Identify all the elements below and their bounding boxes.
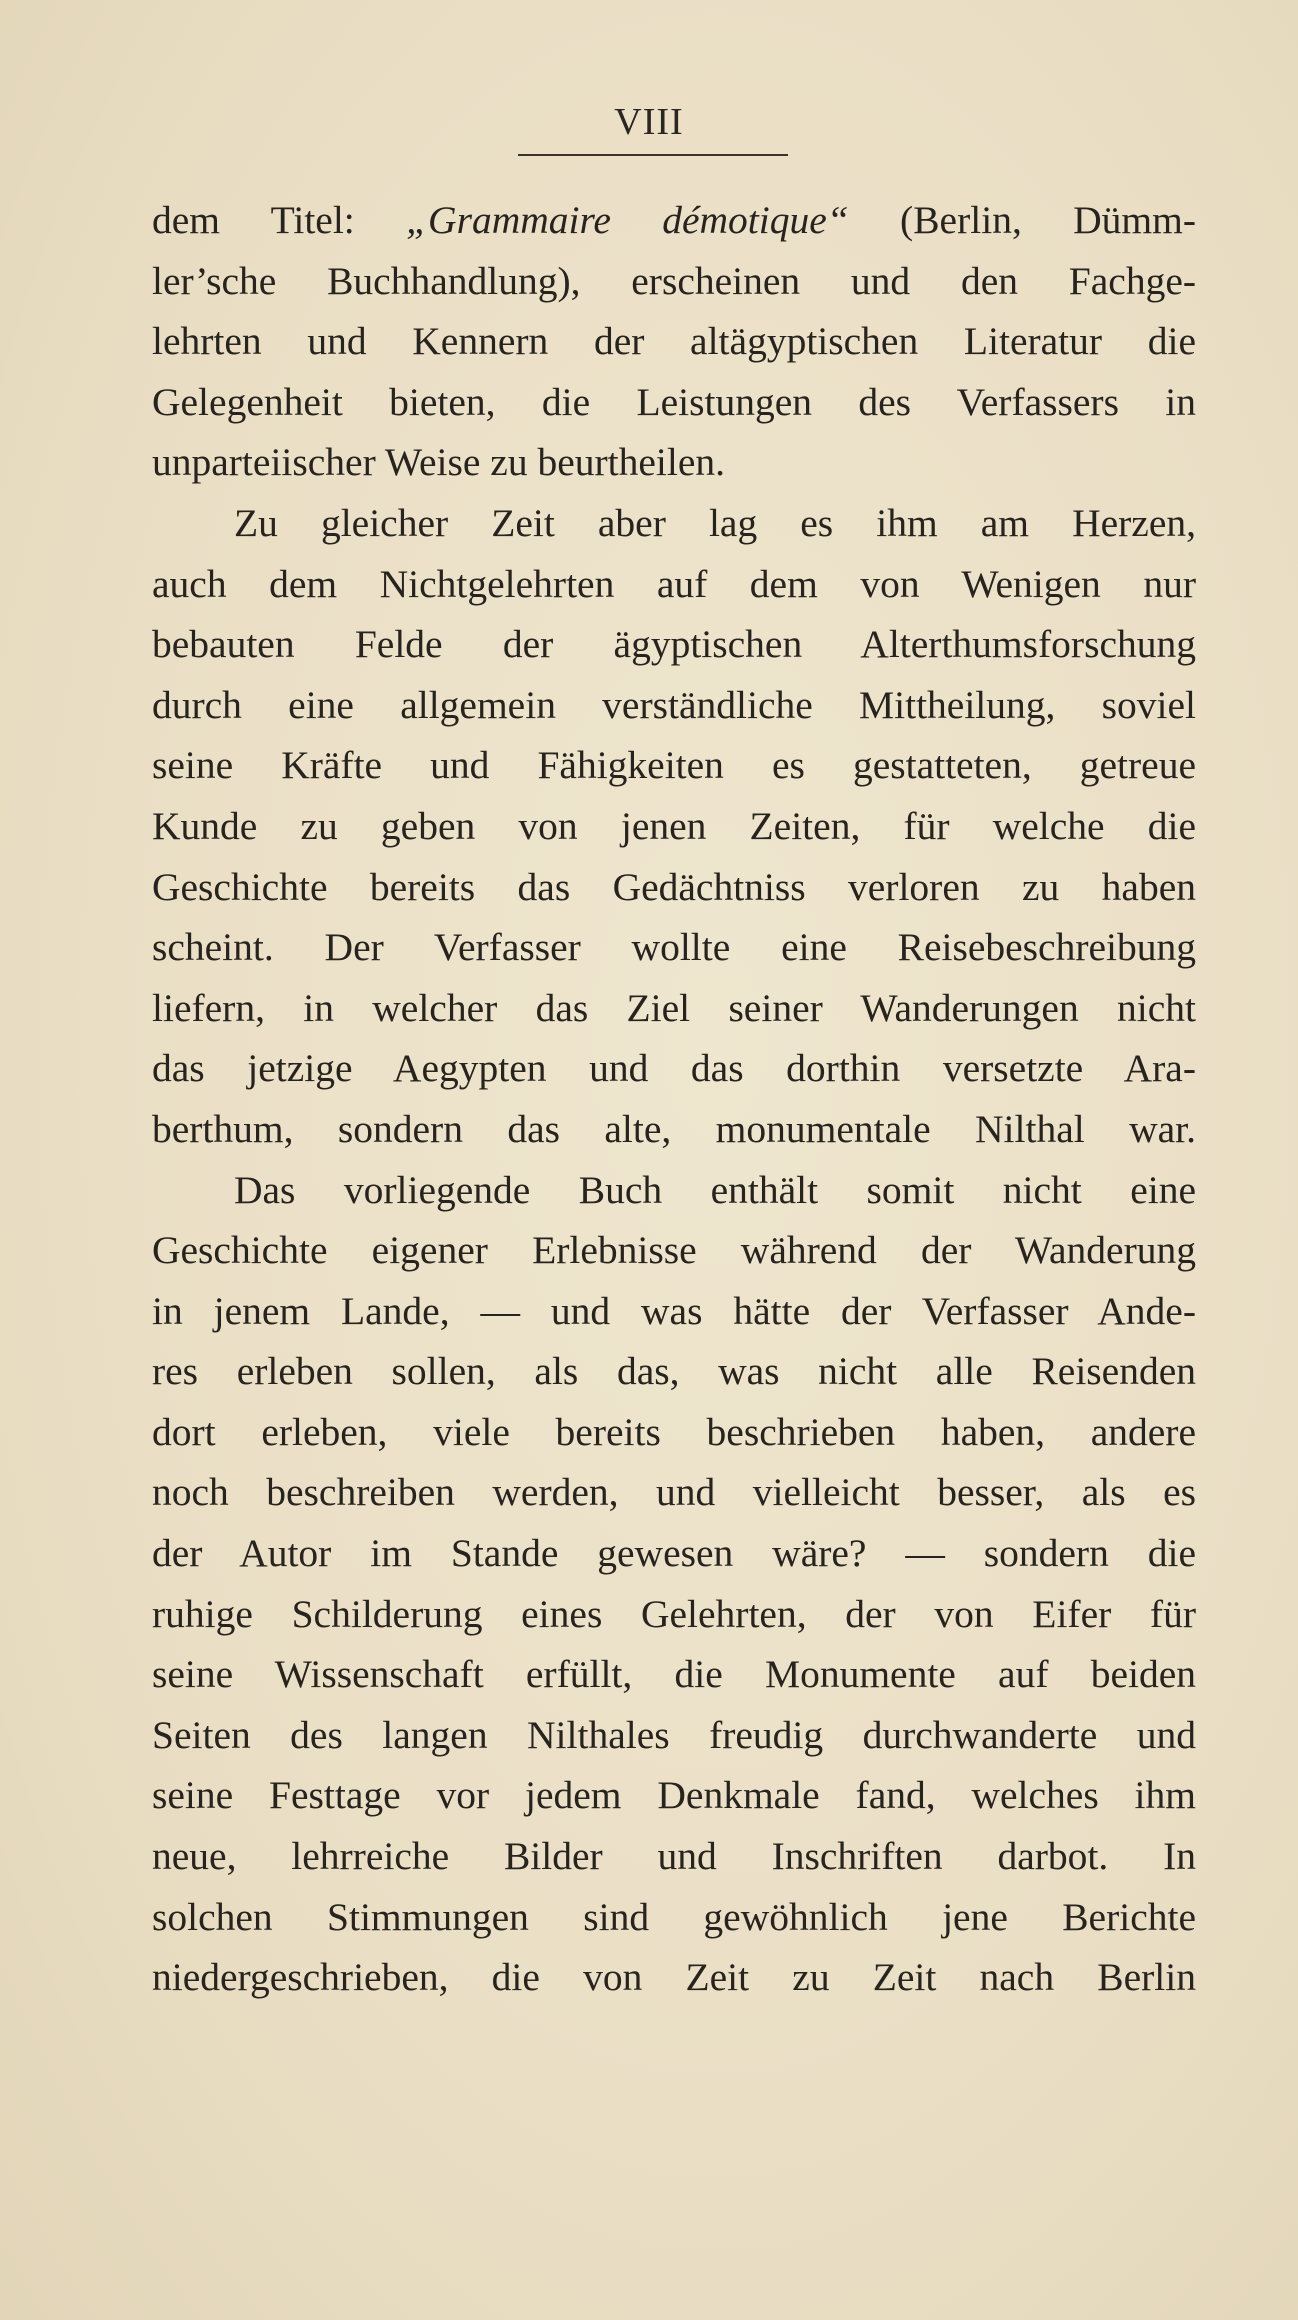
text-line (152, 1947, 1196, 2008)
text-line (152, 251, 1196, 312)
text-line (152, 1826, 1196, 1887)
text-line (152, 614, 1196, 675)
text-run: ler’sche Buchhandlung), erscheinen und den Fachge- (152, 258, 1196, 303)
text-line (152, 978, 1196, 1039)
text-run: Geschichte eigener Erlebnisse während der Wanderung (152, 1228, 1196, 1273)
text-run: scheint. Der Verfasser wollte eine Reisebeschreibung (152, 925, 1196, 970)
text-run: lehrten und Kennern der altägyptischen Literatur die (152, 319, 1196, 364)
text-line (152, 917, 1196, 978)
text-run: res erleben sollen, als das, was nicht alle Reisenden (152, 1349, 1196, 1394)
text-run: solchen Stimmungen sind gewöhnlich jene Berichte (152, 1894, 1196, 1939)
text-run: berthum, sondern das alte, monumentale Nilthal war. (152, 1106, 1196, 1151)
text-line (152, 1705, 1196, 1766)
text-line (152, 311, 1196, 372)
text-run: Geschichte bereits das Gedächtniss verloren zu haben (152, 864, 1196, 909)
text-run: das jetzige Aegypten und das dorthin versetzte Ara- (152, 1046, 1196, 1091)
text-run: niedergeschrieben, die von Zeit zu Zeit nach Berlin (152, 1955, 1196, 2000)
text-line (152, 1220, 1196, 1281)
text-run: liefern, in welcher das Ziel seiner Wanderungen nicht (152, 985, 1196, 1030)
text-line (152, 1523, 1196, 1584)
header-rule (518, 154, 788, 156)
text-line (152, 1160, 1196, 1221)
text-line (152, 1887, 1196, 1948)
text-line (152, 1462, 1196, 1523)
text-line (152, 432, 1196, 493)
text-run: bebauten Felde der ägyptischen Alterthumsforschung (152, 622, 1196, 667)
text-line (152, 493, 1196, 554)
italic-title: „Grammaire démotique“ (406, 198, 849, 242)
text-line (152, 1584, 1196, 1645)
text-line (152, 372, 1196, 433)
text-run: Zu gleicher Zeit aber lag es ihm am Herzen, (234, 500, 1196, 545)
text-line (152, 1402, 1196, 1463)
text-run: neue, lehrreiche Bilder und Inschriften darbot. In (152, 1834, 1196, 1879)
page-number: VIII (614, 101, 684, 143)
text-run: ruhige Schilderung eines Gelehrten, der von Eifer für (152, 1591, 1196, 1636)
text-line (152, 857, 1196, 918)
text-line (152, 675, 1196, 736)
text-run: auch dem Nichtgelehrten auf dem von Wenigen nur (152, 561, 1196, 606)
text-line (152, 1281, 1196, 1342)
text-line (152, 1765, 1196, 1826)
text-run: seine Wissenschaft erfüllt, die Monumente auf beiden (152, 1652, 1196, 1697)
text-line (152, 1038, 1196, 1099)
text-run: dort erleben, viele bereits beschrieben haben, andere (152, 1409, 1196, 1454)
text-run: noch beschreiben werden, und vielleicht besser, als es (152, 1470, 1196, 1515)
text-run: Das vorliegende Buch enthält somit nicht eine (234, 1167, 1196, 1212)
text-run: (Berlin, Dümm- (848, 198, 1196, 242)
text-line (152, 735, 1196, 796)
text-run: seine Festtage vor jedem Denkmale fand, welches ihm (152, 1773, 1196, 1818)
text-run: der Autor im Stande gewesen wäre? — sondern die (152, 1531, 1196, 1576)
text-run: in jenem Lande, — und was hätte der Verfasser Ande- (152, 1288, 1196, 1333)
text-line (152, 554, 1196, 615)
text-run: seine Kräfte und Fähigkeiten es gestatteten, getreue (152, 743, 1196, 788)
text-line (152, 190, 1196, 251)
text-line (152, 796, 1196, 857)
text-line (152, 1644, 1196, 1705)
text-line (152, 1341, 1196, 1402)
text-run: Seiten des langen Nilthales freudig durchwanderte und (152, 1712, 1196, 1757)
text-run: Kunde zu geben von jenen Zeiten, für welche die (152, 803, 1196, 848)
text-run: Gelegenheit bieten, die Leistungen des Verfassers in (152, 379, 1196, 424)
text-line (152, 1099, 1196, 1160)
body-text (152, 190, 1196, 2008)
text-run: durch eine allgemein verständliche Mittheilung, soviel (152, 682, 1196, 727)
text-run: unparteiischer Weise zu beurtheilen. (152, 440, 726, 485)
text-run: dem Titel: (152, 198, 407, 242)
